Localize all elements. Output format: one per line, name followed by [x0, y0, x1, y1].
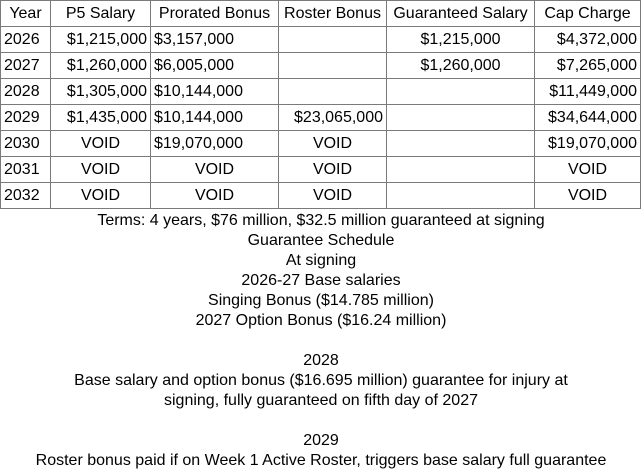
cell-p5-salary: VOID [51, 183, 151, 209]
cell-p5-salary: $1,435,000 [51, 105, 151, 131]
header-year: Year [1, 1, 51, 27]
text-2028-line1: Base salary and option bonus ($16.695 million) guarantee for injury at [74, 372, 568, 389]
at-signing-heading: At signing [285, 252, 357, 269]
cell-p5-salary: VOID [51, 157, 151, 183]
cell-guaranteed-salary [387, 157, 535, 183]
cell-p5-salary: $1,260,000 [51, 53, 151, 79]
signing-bonus-note: Singing Bonus ($14.785 million) [208, 292, 434, 309]
header-p5-salary: P5 Salary [51, 1, 151, 27]
cell-year: 2026 [1, 27, 51, 53]
table-row [1, 79, 641, 105]
blank-line [0, 331, 642, 351]
cell-year: 2031 [1, 157, 51, 183]
cell-roster-bonus [279, 27, 387, 53]
cell-guaranteed-salary: $1,215,000 [387, 27, 535, 53]
cell-year: 2032 [1, 183, 51, 209]
table-row [1, 105, 641, 131]
cell-cap-charge: $4,372,000 [535, 27, 641, 53]
cell-prorated-bonus: $10,144,000 [151, 79, 279, 105]
cell-p5-salary: $1,215,000 [51, 27, 151, 53]
guarantee-schedule-heading: Guarantee Schedule [247, 232, 395, 249]
cell-cap-charge: $7,265,000 [535, 53, 641, 79]
table-row [1, 53, 641, 79]
option-bonus-note: 2027 Option Bonus ($16.24 million) [195, 312, 447, 329]
text-2028-line2: signing, fully guaranteed on fifth day of 2027 [164, 392, 478, 409]
cell-prorated-bonus: $6,005,000 [151, 53, 279, 79]
cell-guaranteed-salary [387, 183, 535, 209]
cell-prorated-bonus: $10,144,000 [151, 105, 279, 131]
cell-roster-bonus [279, 53, 387, 79]
table-row [1, 157, 641, 183]
cell-prorated-bonus: VOID [151, 157, 279, 183]
header-row [1, 1, 641, 27]
cell-guaranteed-salary [387, 79, 535, 105]
contract-table [0, 0, 641, 209]
cell-roster-bonus [279, 79, 387, 105]
year-2028-heading: 2028 [303, 352, 339, 369]
cell-roster-bonus: $23,065,000 [279, 105, 387, 131]
cell-guaranteed-salary [387, 105, 535, 131]
cell-prorated-bonus: VOID [151, 183, 279, 209]
header-roster-bonus: Roster Bonus [279, 1, 387, 27]
cell-cap-charge: VOID [535, 183, 641, 209]
cell-year: 2027 [1, 53, 51, 79]
cell-year: 2028 [1, 79, 51, 105]
cell-year: 2030 [1, 131, 51, 157]
cell-roster-bonus: VOID [279, 183, 387, 209]
contract-notes [0, 209, 642, 471]
cell-guaranteed-salary: $1,260,000 [387, 53, 535, 79]
table-row [1, 27, 641, 53]
cell-p5-salary: VOID [51, 131, 151, 157]
header-prorated-bonus: Prorated Bonus [151, 1, 279, 27]
header-cap-charge: Cap Charge [535, 1, 641, 27]
cell-cap-charge: $19,070,000 [535, 131, 641, 157]
blank-line [0, 411, 642, 431]
cell-year: 2029 [1, 105, 51, 131]
cell-roster-bonus: VOID [279, 157, 387, 183]
cell-cap-charge: $34,644,000 [535, 105, 641, 131]
table-row [1, 131, 641, 157]
text-2029: Roster bonus paid if on Week 1 Active Roster, triggers base salary full guarantee [35, 452, 607, 469]
terms-summary: Terms: 4 years, $76 million, $32.5 million guaranteed at signing [97, 212, 545, 229]
cell-cap-charge: VOID [535, 157, 641, 183]
base-salaries-note: 2026-27 Base salaries [241, 272, 401, 289]
cell-prorated-bonus: $3,157,000 [151, 27, 279, 53]
table-row [1, 183, 641, 209]
cell-p5-salary: $1,305,000 [51, 79, 151, 105]
cell-cap-charge: $11,449,000 [535, 79, 641, 105]
cell-roster-bonus: VOID [279, 131, 387, 157]
cell-guaranteed-salary [387, 131, 535, 157]
year-2029-heading: 2029 [303, 432, 339, 449]
cell-prorated-bonus: $19,070,000 [151, 131, 279, 157]
header-guaranteed-salary: Guaranteed Salary [387, 1, 535, 27]
